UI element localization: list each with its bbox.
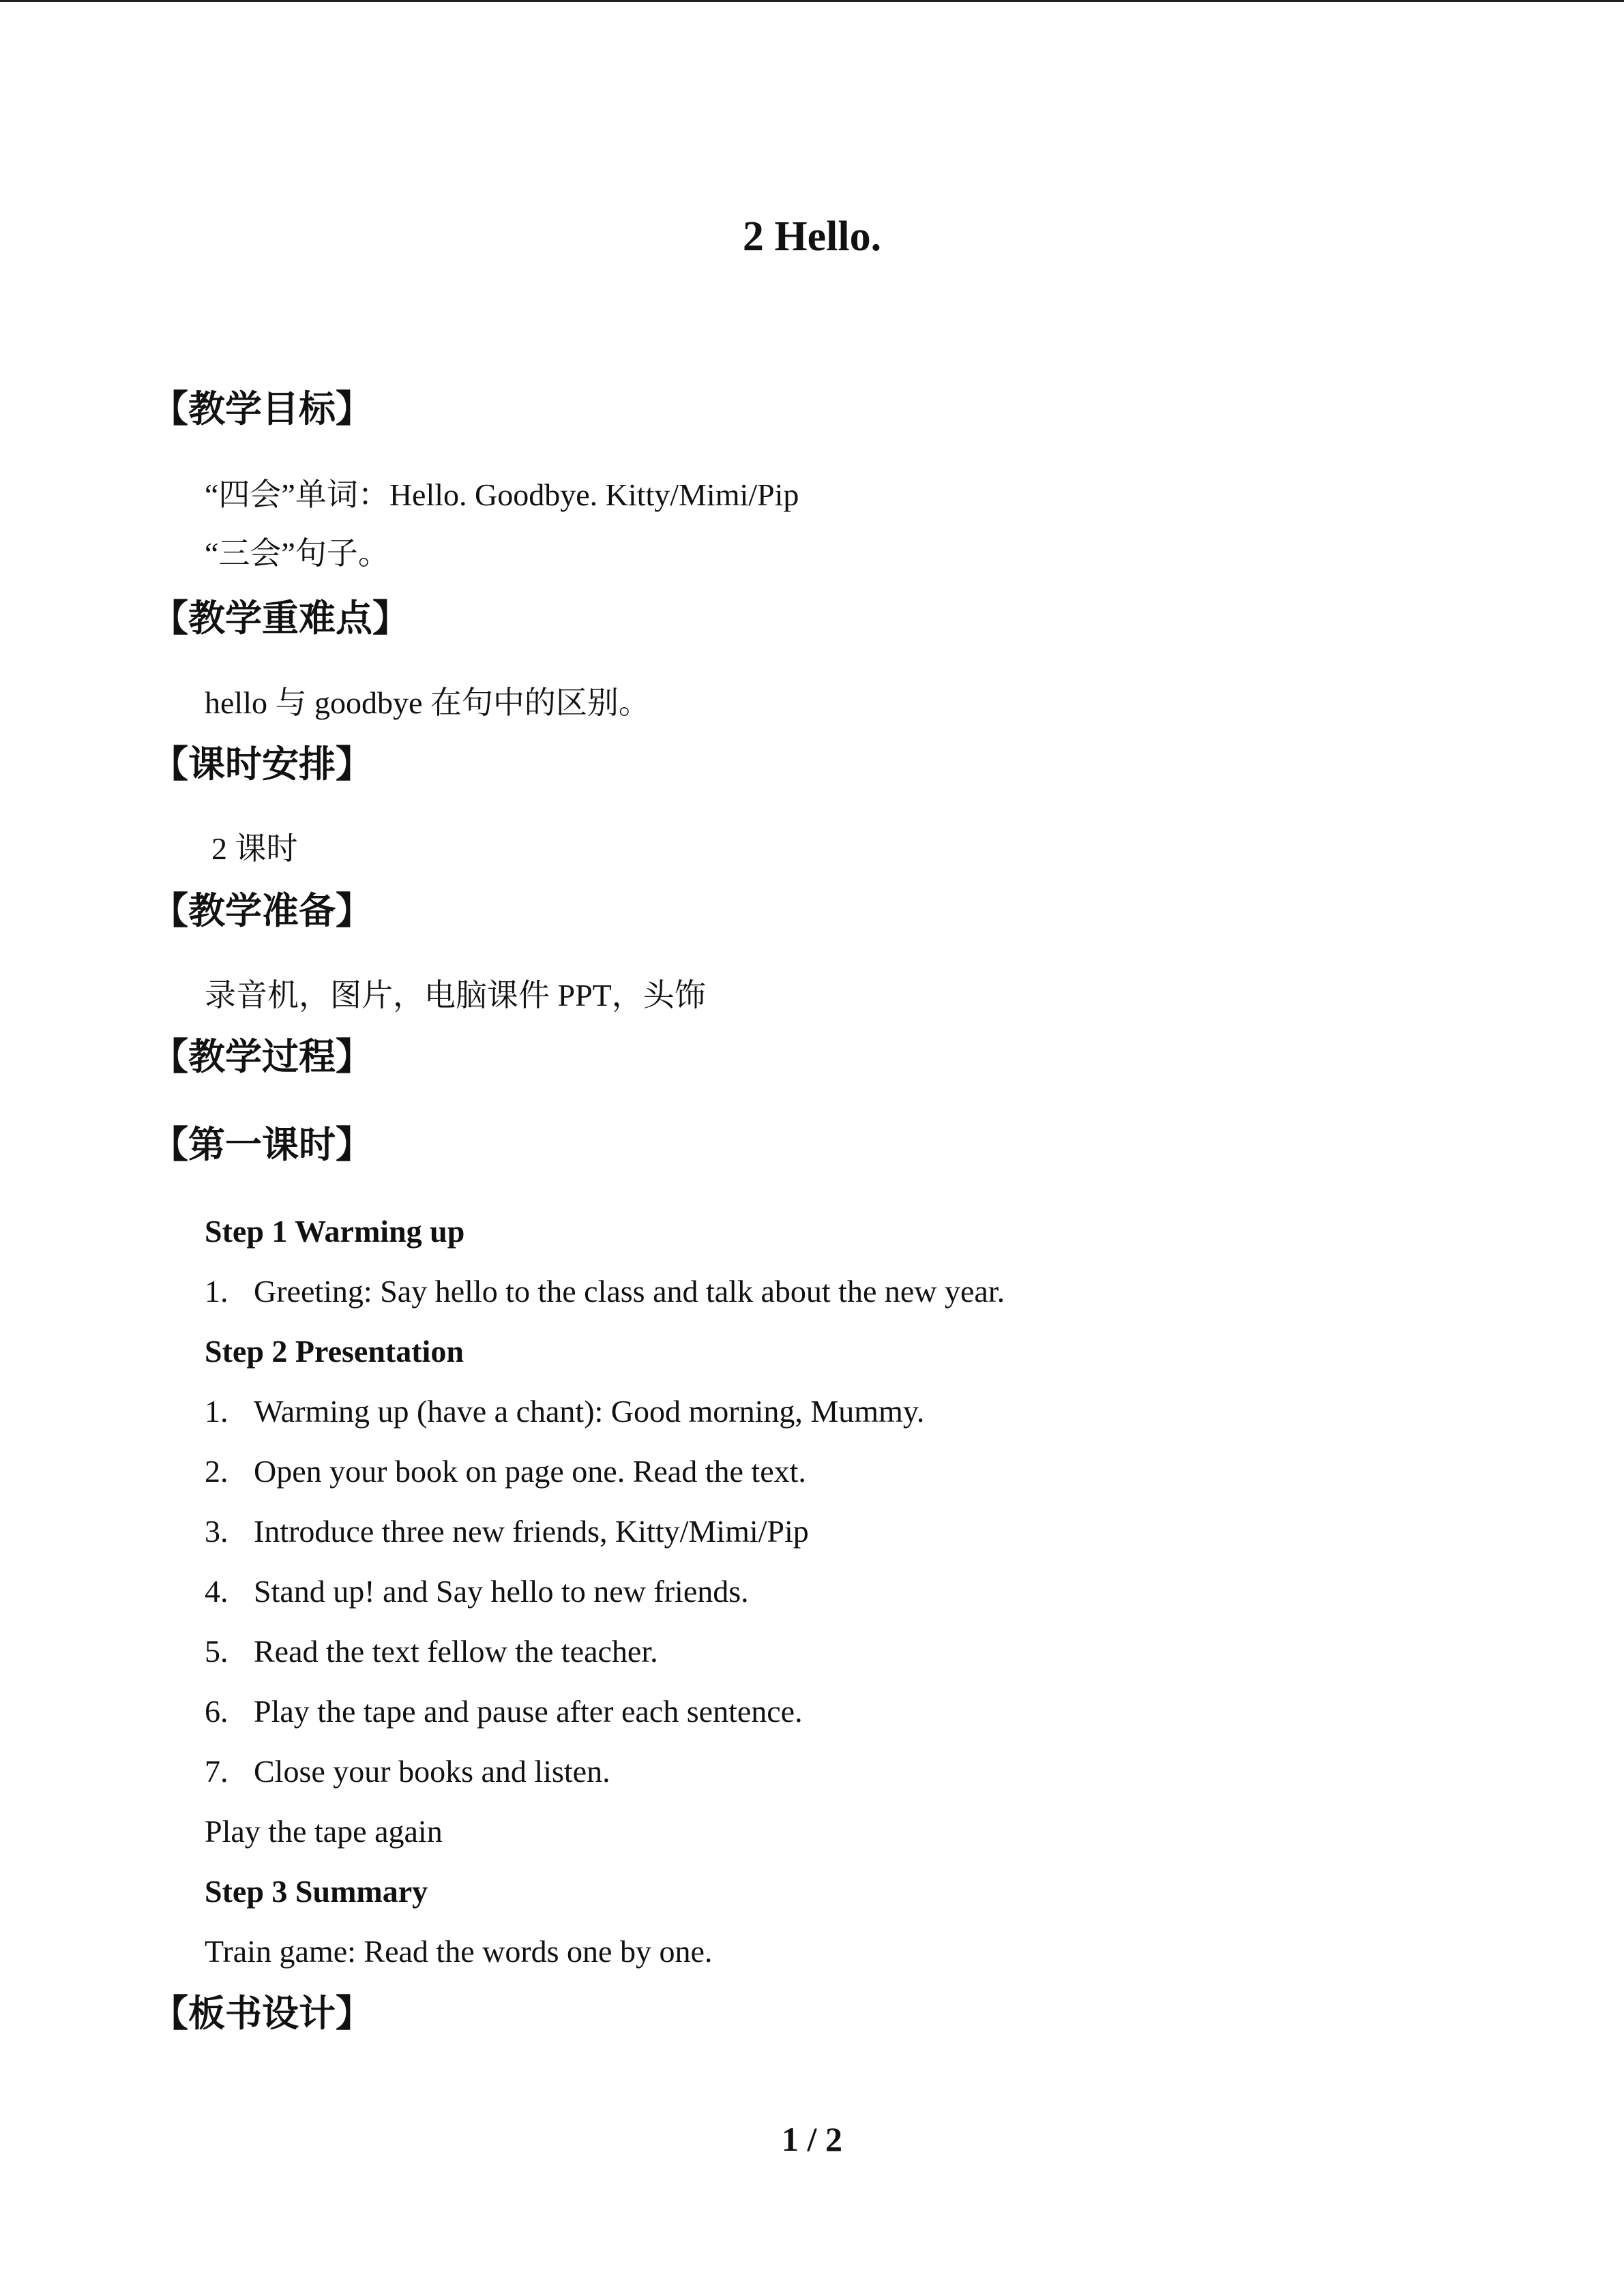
page-number: 1 / 2 (782, 2120, 842, 2158)
heading-key-points: 【教学重难点】 (151, 597, 409, 640)
step-2-item-1-number: 1. (205, 1394, 228, 1429)
step-2-item-6-number: 6. (205, 1694, 228, 1729)
heading-schedule: 【课时安排】 (151, 743, 372, 786)
step-2-item-2-number: 2. (205, 1454, 228, 1489)
top-border (0, 0, 1624, 2)
step-2-item-4-number: 4. (205, 1574, 228, 1609)
step-2-item-5-text: Read the text fellow the teacher. (254, 1634, 658, 1669)
step-2-item-5-number: 5. (205, 1634, 228, 1669)
step-2-item-7-number: 7. (205, 1754, 228, 1789)
step-2-item-7-text: Close your books and listen. (254, 1754, 610, 1789)
step-2-item-3-number: 3. (205, 1514, 228, 1549)
step-1-item-1-number: 1. (205, 1274, 228, 1309)
schedule-line-1: 2 课时 (211, 831, 298, 866)
step-2-item-1-text: Warming up (have a chant): Good morning, Mummy. (254, 1394, 925, 1429)
step-2-item-2-text: Open your book on page one. Read the text. (254, 1454, 806, 1489)
objectives-line-1: “四会”单词：Hello. Goodbye. Kitty/Mimi/Pip (205, 477, 799, 512)
step-2-item-4-text: Stand up! and Say hello to new friends. (254, 1574, 749, 1609)
step-2-after-text: Play the tape again (205, 1814, 443, 1849)
preparation-line-1: 录音机，图片，电脑课件 PPT，头饰 (205, 978, 706, 1013)
step-2-item-6-text: Play the tape and pause after each sentence. (254, 1694, 803, 1729)
step-1-title: Step 1 Warming up (205, 1214, 465, 1249)
heading-lesson-1: 【第一课时】 (151, 1123, 372, 1166)
page-title: 2 Hello. (742, 213, 882, 260)
step-2-item-3-text: Introduce three new friends, Kitty/Mimi/Pip (254, 1514, 809, 1549)
step-2-title: Step 2 Presentation (205, 1334, 464, 1369)
heading-process: 【教学过程】 (151, 1035, 372, 1078)
heading-board-design: 【板书设计】 (151, 1992, 372, 2035)
objectives-line-2: “三会”句子。 (205, 536, 389, 571)
step-3-line-1: Train game: Read the words one by one. (205, 1934, 713, 1969)
key-points-line-1: hello 与 goodbye 在句中的区别。 (205, 685, 650, 720)
step-3-title: Step 3 Summary (205, 1874, 428, 1909)
heading-preparation: 【教学准备】 (151, 889, 372, 932)
step-1-item-1-text: Greeting: Say hello to the class and talk about the new year. (254, 1274, 1005, 1309)
heading-objectives: 【教学目标】 (151, 387, 372, 430)
